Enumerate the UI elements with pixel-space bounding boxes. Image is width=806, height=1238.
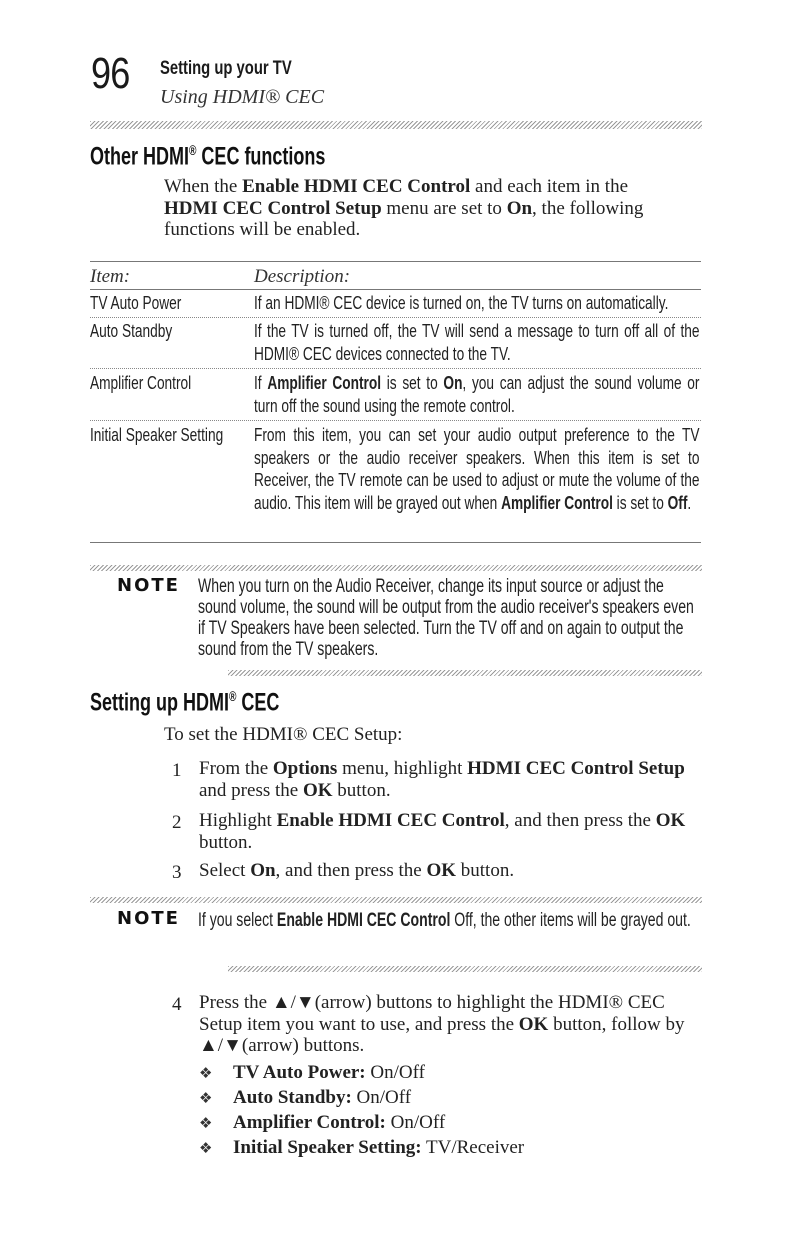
- section-heading-setting-up: Setting up HDMI® CEC: [90, 688, 280, 717]
- table-header-rule: [90, 289, 701, 290]
- step-text: Select On, and then press the OK button.: [199, 860, 515, 881]
- list-item: ❖ Initial Speaker Setting: TV/Receiver: [199, 1137, 525, 1158]
- step-text: Highlight Enable HDMI CEC Control, and then press the OK button.: [199, 810, 686, 853]
- step-number: 3: [172, 862, 182, 883]
- note-top-divider: [90, 565, 702, 571]
- table-header-item: Item:: [90, 266, 131, 287]
- table-row-description: If an HDMI® CEC device is turned on, the TV turns on automatically.: [254, 292, 669, 313]
- list-item: ❖ Amplifier Control: On/Off: [199, 1112, 446, 1133]
- diamond-bullet-icon: ❖: [199, 1064, 213, 1082]
- table-row-rule: [90, 420, 701, 421]
- table-row-rule: [90, 317, 701, 318]
- step-number: 1: [172, 760, 182, 781]
- diamond-bullet-icon: ❖: [199, 1139, 213, 1157]
- list-item: ❖ Auto Standby: On/Off: [199, 1087, 412, 1108]
- note-label: NOTE: [117, 575, 180, 596]
- diamond-bullet-icon: ❖: [199, 1089, 213, 1107]
- note-top-divider: [90, 897, 702, 903]
- table-row-description: From this item, you can set your audio output preference to the TV speakers or the audio receiver speakers. When this item is set to Receiver, the TV remote can be used to adjust or mute the volume of the audio. This item will be grayed out when Amplifier Control is set to Off.: [254, 424, 700, 513]
- section-heading-other-functions: Other HDMI® CEC functions: [90, 142, 326, 171]
- step-text: Press the ▲/▼(arrow) buttons to highlight the HDMI® CEC Setup item you want to use, and press the OK button, follow by ▲/▼(arrow) buttons.: [199, 992, 685, 1056]
- diamond-bullet-icon: ❖: [199, 1114, 213, 1132]
- table-row-item: Initial Speaker Setting: [90, 424, 224, 445]
- table-row-item: TV Auto Power: [90, 292, 182, 313]
- table-row-item: Auto Standby: [90, 320, 173, 341]
- table-row-rule: [90, 368, 701, 369]
- note-bottom-divider: [228, 966, 702, 972]
- table-top-rule: [90, 261, 701, 262]
- header-subsection: Using HDMI® CEC: [160, 86, 325, 108]
- setup-intro: To set the HDMI® CEC Setup:: [164, 724, 403, 745]
- header-divider: [90, 121, 702, 129]
- step-number: 4: [172, 994, 182, 1015]
- table-row-description: If Amplifier Control is set to On, you can adjust the sound volume or turn off the sound using the remote control.: [254, 372, 700, 416]
- page-number: 96: [91, 49, 130, 98]
- table-row-item: Amplifier Control: [90, 372, 192, 393]
- intro-paragraph: When the Enable HDMI CEC Control and each item in the HDMI CEC Control Setup menu are set to On, the following functions will be enabled.: [164, 176, 644, 240]
- note-label: NOTE: [117, 908, 180, 929]
- header-section-title: Setting up your TV: [160, 58, 292, 79]
- table-bottom-rule: [90, 542, 701, 543]
- note-bottom-divider: [228, 670, 702, 676]
- note-text: If you select Enable HDMI CEC Control Off, the other items will be grayed out.: [198, 910, 691, 931]
- list-item: ❖ TV Auto Power: On/Off: [199, 1062, 425, 1083]
- table-header-description: Description:: [254, 266, 351, 287]
- step-text: From the Options menu, highlight HDMI CEC Control Setup and press the OK button.: [199, 758, 685, 801]
- table-row-description: If the TV is turned off, the TV will send a message to turn off all of the HDMI® CEC devices connected to the TV.: [254, 320, 700, 364]
- note-text: When you turn on the Audio Receiver, change its input source or adjust the sound volume, the sound will be output from the audio receiver's speakers even if TV Speakers have been selected. Turn the TV off and on again to output the sound from the TV speakers.: [198, 576, 694, 660]
- step-number: 2: [172, 812, 182, 833]
